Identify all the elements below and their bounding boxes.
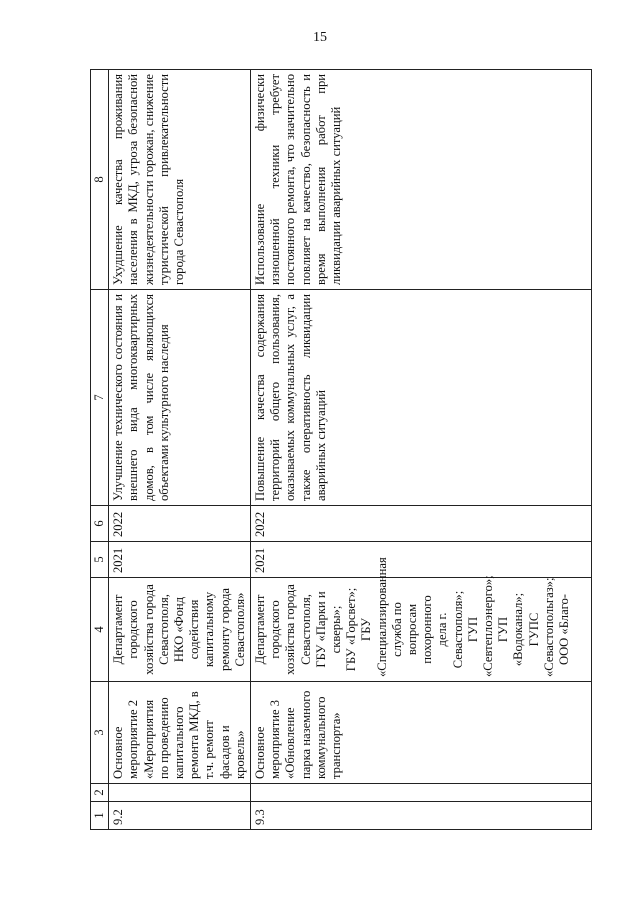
end-year-cell: 2022	[251, 506, 592, 542]
consequence-cell: Ухудшение качества проживания населения в МКД, угроза безопасной жизнедеятельности горожан, снижение туристической привлекательности города Севастополя	[109, 70, 251, 290]
empty-cell	[251, 784, 592, 802]
executor-cell: Департамент городского хозяйства города Севастополя, НКО «Фонд содействия капитальному ремонту города Севастополя»	[109, 578, 251, 682]
header-cell: 5	[91, 542, 109, 578]
header-cell: 3	[91, 682, 109, 784]
event-cell: Основное мероприятие 2 «Мероприятия по проведению капитального ремонта МКД, в т.ч. ремонт фасадов и кровель»	[109, 682, 251, 784]
header-cell: 7	[91, 290, 109, 506]
table-row	[109, 70, 251, 830]
executor-cell: Департамент городского хозяйства города Севастополя, ГБУ «Парки и скверы»; ГБУ «Горсвет»; ГБУ «Специализированная служба по вопросам похоронного дела г. Севастополя»; ГУП «Севтеплоэнерго»; ГУП «Водоканал»; ГУПС «Севастопольгаз»; ООО «Благо-	[251, 578, 592, 682]
end-year-cell: 2022	[109, 506, 251, 542]
result-cell: Улучшение технического состояния и внешнего вида многоквартирных домов, в том числе являющихся объектами культурного наследия	[109, 290, 251, 506]
result-cell: Повышение качества содержания территорий общего пользования, оказываемых коммунальных услуг, а также оперативность ликвидации аварийных ситуаций	[251, 290, 592, 506]
table-row	[251, 70, 592, 830]
header-cell: 2	[91, 784, 109, 802]
header-cell: 6	[91, 506, 109, 542]
row-number: 9.3	[251, 802, 592, 830]
empty-cell	[109, 784, 251, 802]
header-row	[91, 70, 109, 830]
row-number: 9.2	[109, 802, 251, 830]
start-year-cell: 2021	[109, 542, 251, 578]
header-cell: 1	[91, 802, 109, 830]
header-cell: 8	[91, 70, 109, 290]
consequence-cell: Использование физически изношенной техники требует постоянного ремонта, что значительно повлияет на качество, безопасность и время выполнения работ при ликвидации аварийных ситуаций	[251, 70, 592, 290]
page-number: 15	[313, 30, 327, 45]
event-cell: Основное мероприятие 3 «Обновление парка наземного коммунального транспорта»	[251, 682, 592, 784]
header-cell: 4	[91, 578, 109, 682]
table-container	[90, 70, 640, 830]
start-year-cell: 2021	[251, 542, 592, 578]
program-table	[90, 69, 592, 830]
rotated-table	[90, 70, 640, 830]
